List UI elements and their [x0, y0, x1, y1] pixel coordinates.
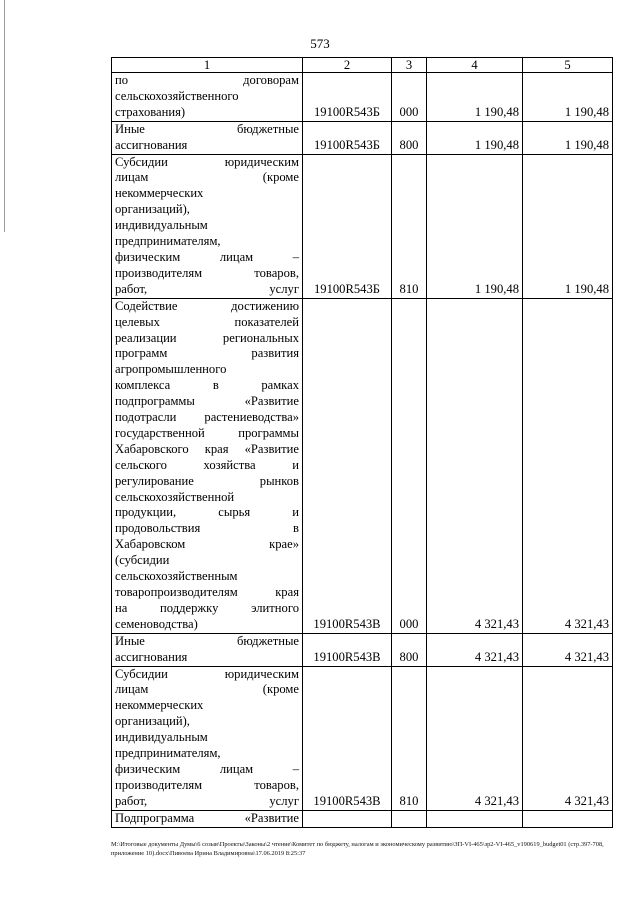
row-name-line: индивидуальным	[115, 218, 208, 233]
row-name-line: целевых показателей	[115, 314, 299, 329]
row-name-line: реализации региональных	[115, 330, 299, 345]
row-code-cell: 19100R543Б	[303, 154, 392, 298]
row-name-line: на поддержку элитного	[115, 600, 299, 615]
table-row	[112, 666, 613, 810]
header-col-1: 1	[112, 58, 303, 73]
table-header-row	[112, 58, 613, 73]
table-row	[112, 298, 613, 633]
table-row	[112, 73, 613, 122]
row-name-line: сельскохозяйственного	[115, 88, 239, 103]
row-name-line: Хабаровском крае»	[115, 537, 299, 552]
row-name-line: некоммерческих	[115, 698, 204, 713]
left-margin-line	[4, 0, 5, 232]
header-col-3: 3	[392, 58, 427, 73]
row-name-line: физическим лицам –	[115, 761, 299, 776]
budget-table	[111, 57, 613, 828]
row-name-line: Субсидии юридическим	[115, 154, 299, 169]
row-name-cell	[112, 810, 303, 827]
row-name-line: Хабаровского края «Развитие	[115, 441, 299, 456]
row-name-cell	[112, 666, 303, 810]
row-name-cell	[112, 633, 303, 666]
row-name-line: производителям товаров,	[115, 777, 299, 792]
row-vr-cell: 000	[392, 73, 427, 122]
row-name-line: ассигнования	[115, 649, 188, 664]
row-sum2-cell: 1 190,48	[523, 121, 613, 154]
row-name-line: Содействие достижению	[115, 298, 299, 313]
row-name-cell	[112, 73, 303, 122]
row-sum2-cell: 1 190,48	[523, 154, 613, 298]
row-name-line: организаций),	[115, 202, 190, 217]
row-name-line: программ развития	[115, 346, 299, 361]
row-vr-cell	[392, 810, 427, 827]
row-name-cell	[112, 298, 303, 633]
row-code-cell: 19100R543В	[303, 666, 392, 810]
row-name-line: лицам (кроме	[115, 682, 299, 697]
row-sum2-cell	[523, 810, 613, 827]
row-name-line: лицам (кроме	[115, 170, 299, 185]
row-sum1-cell: 1 190,48	[427, 121, 523, 154]
table-row	[112, 154, 613, 298]
row-name-line: организаций),	[115, 714, 190, 729]
header-col-4: 4	[427, 58, 523, 73]
row-sum2-cell: 1 190,48	[523, 73, 613, 122]
row-name-line: некоммерческих	[115, 186, 204, 201]
row-vr-cell: 810	[392, 666, 427, 810]
row-sum2-cell: 4 321,43	[523, 666, 613, 810]
row-name-line: ассигнования	[115, 137, 188, 152]
header-col-2: 2	[303, 58, 392, 73]
row-name-line: производителям товаров,	[115, 265, 299, 280]
row-name-line: сельского хозяйства и	[115, 457, 299, 472]
row-code-cell: 19100R543В	[303, 633, 392, 666]
row-name-line: Субсидии юридическим	[115, 666, 299, 681]
row-name-line: товаропроизводителям края	[115, 585, 299, 599]
row-vr-cell: 800	[392, 633, 427, 666]
row-name-cell	[112, 154, 303, 298]
row-name-line: предпринимателям,	[115, 234, 221, 249]
row-name-line: работ, услуг	[115, 793, 299, 808]
row-vr-cell: 000	[392, 298, 427, 633]
row-name-line: индивидуальным	[115, 730, 208, 745]
row-name-line: (субсидии	[115, 553, 170, 568]
row-name-line: семеноводства)	[115, 616, 198, 631]
row-name-line: предпринимателям,	[115, 746, 221, 761]
row-code-cell	[303, 810, 392, 827]
row-name-line: сельскохозяйственным	[115, 569, 238, 584]
row-sum2-cell: 4 321,43	[523, 633, 613, 666]
row-code-cell: 19100R543В	[303, 298, 392, 633]
row-name-line: сельскохозяйственной	[115, 489, 235, 504]
row-name-line: агропромышленного	[115, 362, 227, 377]
row-name-line: Подпрограмма «Развитие	[115, 810, 299, 825]
row-name-line: страхования)	[115, 104, 186, 119]
row-name-line: продовольствия в	[115, 521, 299, 536]
row-name-line: государственной программы	[115, 425, 299, 440]
row-name-line: подпрограммы «Развитие	[115, 394, 299, 409]
row-name-cell	[112, 121, 303, 154]
row-sum1-cell: 4 321,43	[427, 633, 523, 666]
row-name-line: Иные бюджетные	[115, 633, 299, 648]
document-footer-path: М:\Итоговые документы Думы\6 созыв\Проекты\Законы\2 чтение\Комитет по бюджету, налогам и экономическому развитию\ЗП-VI-465\зр2-VI-465_v190619_budget01 (стр.397-708, приложение 10).docx\Пивоева Ирина Владимировна\17.06.2019 8:25:37	[111, 841, 604, 857]
row-name-line: подотрасли растениеводства»	[115, 410, 299, 425]
row-name-line: продукции, сырья и	[115, 505, 299, 520]
row-name-line: регулирование рынков	[115, 473, 299, 488]
row-sum1-cell: 4 321,43	[427, 298, 523, 633]
row-sum1-cell: 4 321,43	[427, 666, 523, 810]
row-sum1-cell: 1 190,48	[427, 73, 523, 122]
page-number: 573	[310, 36, 330, 51]
table-row	[112, 121, 613, 154]
row-name-line: по договорам	[115, 73, 299, 87]
table-row	[112, 633, 613, 666]
row-vr-cell: 810	[392, 154, 427, 298]
table-row	[112, 810, 613, 827]
header-col-5: 5	[523, 58, 613, 73]
row-code-cell: 19100R543Б	[303, 73, 392, 122]
row-vr-cell: 800	[392, 121, 427, 154]
row-name-line: комплекса в рамках	[115, 378, 299, 393]
row-sum1-cell	[427, 810, 523, 827]
row-name-line: работ, услуг	[115, 281, 299, 296]
row-code-cell: 19100R543Б	[303, 121, 392, 154]
row-name-line: Иные бюджетные	[115, 121, 299, 136]
row-sum2-cell: 4 321,43	[523, 298, 613, 633]
row-name-line: физическим лицам –	[115, 249, 299, 264]
row-sum1-cell: 1 190,48	[427, 154, 523, 298]
